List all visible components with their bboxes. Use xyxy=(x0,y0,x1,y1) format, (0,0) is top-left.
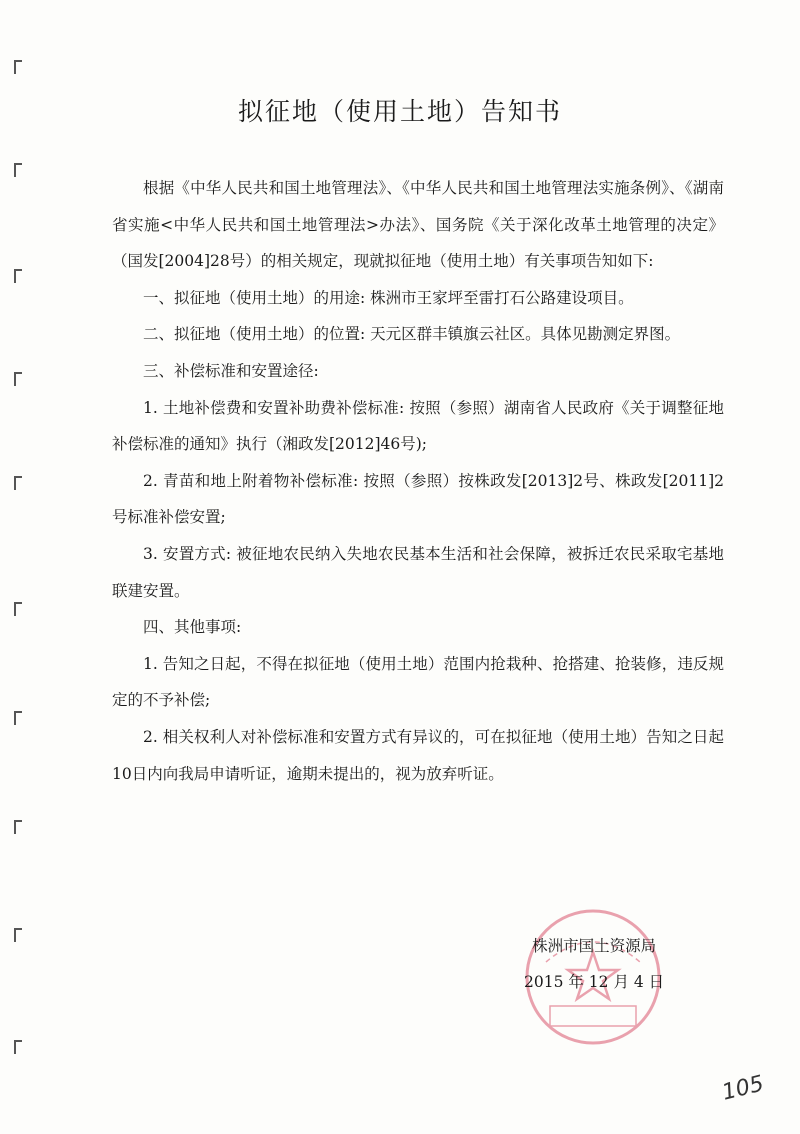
binding-mark xyxy=(14,60,22,74)
location-paragraph: 二、拟征地（使用土地）的位置: 天元区群丰镇旗云社区。具体见勘测定界图。 xyxy=(143,325,681,344)
compensation-item-1: 1. 土地补偿费和安置补助费补偿标准: 按照（参照）湖南省人民政府《关于调整征地补偿标准的通知》执行（湘政发[2012]46号); xyxy=(112,398,724,454)
binding-mark xyxy=(14,820,22,834)
signature-block xyxy=(524,928,664,1000)
document-body xyxy=(112,170,724,792)
handwritten-page-number: 105 xyxy=(719,1071,767,1106)
intro-paragraph: 根据《中华人民共和国土地管理法》、《中华人民共和国土地管理法实施条例》、《湖南省实施<中华人民共和国土地管理法>办法》、国务院《关于深化改革土地管理的决定》（国发[2004]28号）的相关规定，现就拟征地（使用土地）有关事项告知如下: xyxy=(112,179,724,271)
other-matters-heading: 四、其他事项: xyxy=(143,618,242,637)
usage-paragraph: 一、拟征地（使用土地）的用途: 株洲市王家坪至雷打石公路建设项目。 xyxy=(143,288,634,307)
binding-hole-marks xyxy=(14,0,24,1134)
issuer-name: 株洲市国土资源局 xyxy=(532,937,657,955)
binding-mark xyxy=(14,928,22,942)
binding-mark xyxy=(14,269,22,283)
binding-mark xyxy=(14,372,22,386)
other-matters-item-2: 2. 相关权利人对补偿标准和安置方式有异议的，可在拟征地（使用土地）告知之日起10日内向我局申请听证，逾期未提出的，视为放弃听证。 xyxy=(112,727,724,783)
binding-mark xyxy=(14,711,22,725)
binding-mark xyxy=(14,476,22,490)
compensation-item-2: 2. 青苗和地上附着物补偿标准: 按照（参照）按株政发[2013]2号、株政发[2011]2号标准补偿安置; xyxy=(112,471,724,527)
compensation-item-3: 3. 安置方式: 被征地农民纳入失地农民基本生活和社会保障，被拆迁农民采取宅基地联建安置。 xyxy=(112,544,724,600)
binding-mark xyxy=(14,602,22,616)
document-title: 拟征地（使用土地）告知书 xyxy=(237,97,562,126)
other-matters-item-1: 1. 告知之日起，不得在拟征地（使用土地）范围内抢栽种、抢搭建、抢装修，违反规定的不予补偿; xyxy=(112,654,724,710)
binding-mark xyxy=(14,163,22,177)
compensation-heading: 三、补偿标准和安置途径: xyxy=(143,361,319,380)
binding-mark xyxy=(14,1040,22,1054)
issue-date: 2015 年 12 月 4 日 xyxy=(524,973,665,991)
